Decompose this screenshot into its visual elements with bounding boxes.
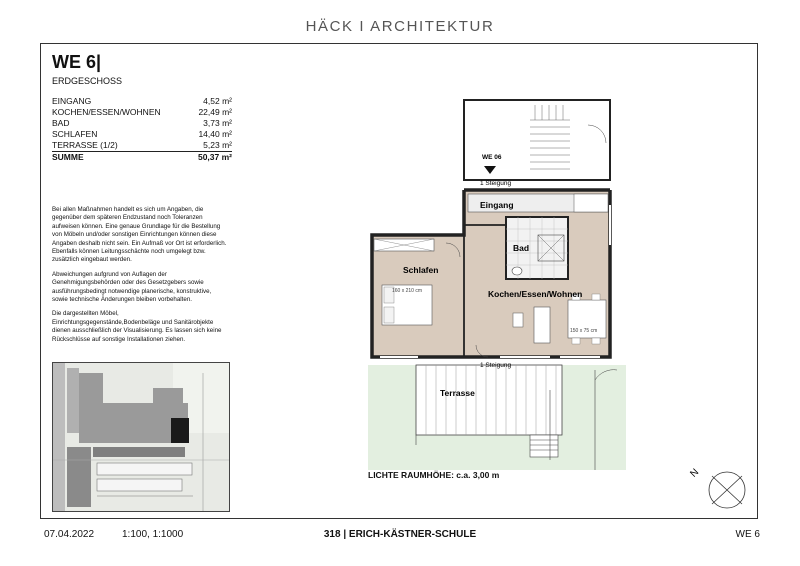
area-value: 3,73 m²: [203, 118, 232, 128]
area-row: [52, 107, 232, 118]
area-label: EINGANG: [52, 96, 92, 106]
footer-scale: 1:100, 1:1000: [122, 529, 184, 540]
disclaimer-paragraph: Die dargestellten Möbel, Einrichtungsgegenstände,Bodenbeläge und Sanitärobjekte dienen ausschließlich der Visualisierung. Es lassen sich keine Rückschlüsse auf sonstige Installationen ziehen.: [52, 310, 222, 343]
footer-date: 07.04.2022: [44, 529, 95, 540]
bed-size-label: 160 x 210 cm: [392, 288, 423, 294]
area-label: TERRASSE (1/2): [52, 140, 189, 152]
room-label-bad: Bad: [513, 243, 530, 253]
terrace-deck: [416, 365, 562, 435]
room-label-terrasse: Terrasse: [440, 388, 475, 398]
area-label: SCHLAFEN: [52, 129, 98, 139]
area-value: 14,40 m²: [198, 129, 232, 139]
unit-marker-label: WE 06: [482, 154, 502, 161]
table-size-label: 150 x 75 cm: [570, 328, 598, 334]
sofa: [534, 307, 550, 343]
ceiling-height-note: LICHTE RAUMHÖHE: c.a. 3,00 m: [368, 470, 500, 480]
area-value: 5,23 m²: [189, 140, 232, 152]
sum-value: 50,37 m²: [197, 152, 232, 162]
disclaimer: [52, 206, 228, 350]
disclaimer-paragraph: Bei allen Maßnahmen handelt es sich um Angaben, die gegenüber dem späteren Endzustand noch Toleranzen aufweisen können. Eine genaue Grundlage für die Bestellung von Möbeln und/oder sonstigen Einrichtungen können diese Angaben deshalb nicht sein. Ein Aufmaß vor Ort ist erforderlich. Ebenfalls können Leitungsschächte noch umgelegt bzw. zusätzlich eingebaut werden.: [52, 206, 227, 264]
area-row: [52, 140, 232, 152]
footer-unit: WE 6: [735, 529, 760, 540]
site-plan: [52, 362, 230, 512]
steigung-top-label: 1 Steigung: [480, 180, 512, 187]
floor-plan: [360, 95, 630, 470]
area-table: [52, 96, 232, 163]
room-label-kochen: Kochen/Essen/Wohnen: [488, 289, 583, 299]
area-row: [52, 96, 232, 107]
room-label-schlafen: Schlafen: [403, 265, 439, 275]
compass-icon: [684, 462, 750, 512]
room-label-eingang: Eingang: [480, 200, 514, 210]
sum-label: SUMME: [52, 152, 84, 162]
area-sum-row: [52, 152, 232, 164]
disclaimer-paragraph: Abweichungen aufgrund von Auflagen der Genehmigungsbehörden oder des Gesetzgebers sowie ausführungsbedingt notwendige planerische, konstruktive, sowie technische Änderungen bleiben vorbehalten.: [52, 270, 212, 304]
area-label: BAD: [52, 118, 70, 128]
steigung-bottom-label: 1 Steigung: [480, 362, 512, 369]
area-row: [52, 129, 232, 140]
area-label: KOCHEN/ESSEN/WOHNEN: [52, 107, 161, 117]
area-value: 4,52 m²: [203, 96, 232, 106]
area-value: 22,49 m²: [198, 107, 232, 117]
footer-project: 318 | ERICH-KÄSTNER-SCHULE: [323, 529, 477, 540]
brand-logo: HÄCK I ARCHITEKTUR: [305, 18, 495, 35]
compass-north-label: N: [688, 466, 702, 480]
floor-label: ERDGESCHOSS: [52, 76, 123, 86]
site-plan-drawing: [53, 363, 230, 512]
area-row: [52, 118, 232, 129]
unit-title: WE 6|: [52, 52, 102, 72]
